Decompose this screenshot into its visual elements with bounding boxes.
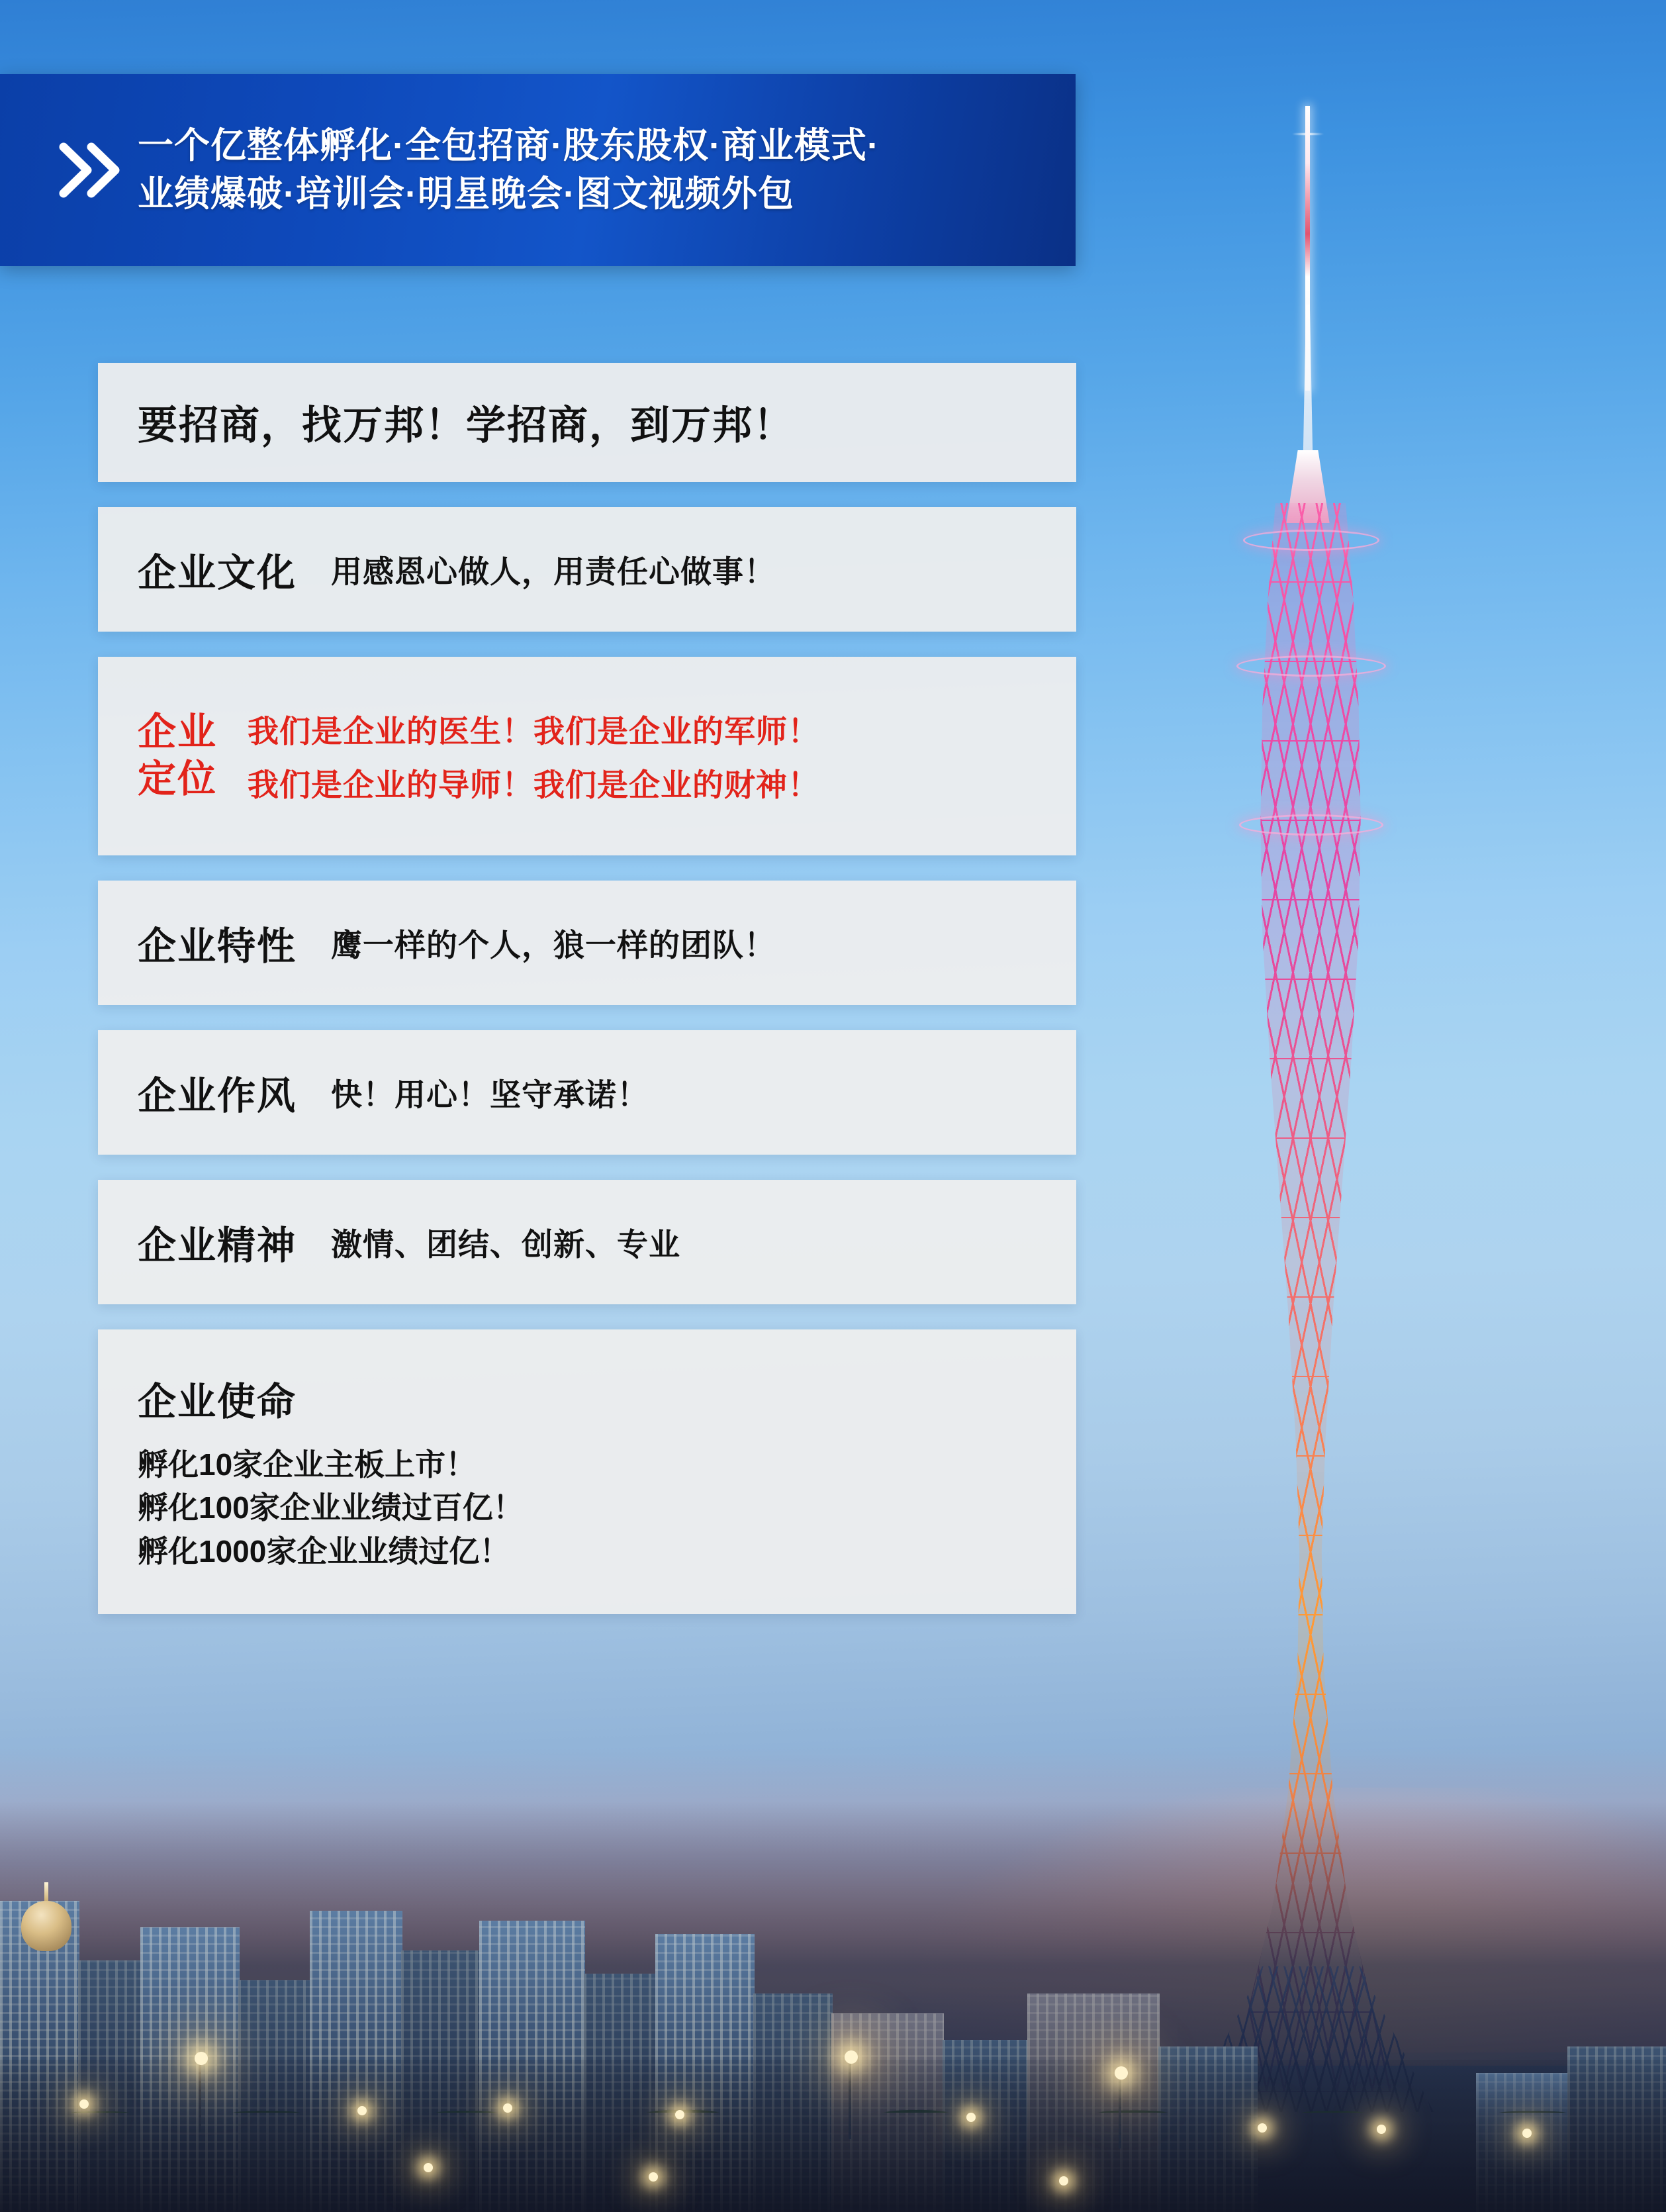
positioning-text-line-2: 我们是企业的导师！我们是企业的财神！ (248, 767, 820, 802)
card-spirit (98, 1180, 1076, 1304)
street-lamp-light (195, 2052, 208, 2065)
card-feature (98, 881, 1076, 1005)
style-title: 企业作风 (138, 1075, 297, 1118)
street-lamp-light (675, 2110, 684, 2119)
banner-text (138, 122, 880, 218)
street-lamp-post (199, 2060, 201, 2133)
city-skyline (0, 1802, 1666, 2212)
street-lamp-light (79, 2099, 89, 2109)
street-lamp-light (1258, 2123, 1267, 2133)
mission-line-3: 孵化1000家企业业绩过亿！ (138, 1533, 510, 1568)
mission-line-1: 孵化10家企业主板上市！ (138, 1447, 477, 1482)
spirit-text: 激情、团结、创新、专业 (331, 1226, 681, 1262)
street-lamp-light (1522, 2129, 1532, 2138)
banner-line-1: 一个亿整体孵化·全包招商·股东股权·商业模式· (138, 126, 880, 166)
dome-cap (21, 1901, 71, 1951)
positioning-title-line-1: 企业 (138, 710, 218, 754)
positioning-title (138, 709, 217, 803)
banner-line-2: 业绩爆破·培训会·明星晚会·图文视频外包 (138, 174, 794, 214)
street-lamp-post (849, 2060, 851, 2139)
tower-ring (1243, 530, 1379, 551)
domed-landmark (7, 1901, 86, 1980)
feature-text: 鹰一样的个人，狼一样的团队！ (331, 927, 776, 963)
street-lamp-light (1377, 2125, 1386, 2134)
card-slogan (98, 363, 1076, 482)
street-lamp-light (966, 2113, 976, 2122)
card-mission (98, 1329, 1076, 1614)
street-lamp-post (1119, 2076, 1121, 2148)
roadway (0, 2060, 1666, 2212)
card-style (98, 1030, 1076, 1155)
tower-ring (1239, 814, 1383, 836)
mission-title: 企业使命 (138, 1380, 297, 1424)
style-text: 快！用心！坚守承诺！ (331, 1077, 649, 1112)
road-light (1059, 2176, 1068, 2186)
slogan-text: 要招商，找万邦！学招商，到万邦！ (138, 403, 794, 448)
street-lamp-light (1115, 2066, 1128, 2080)
positioning-title-line-2: 定位 (138, 757, 218, 800)
tower-ring (1236, 655, 1386, 677)
card-positioning (98, 657, 1076, 855)
feature-title: 企业特性 (138, 925, 297, 968)
positioning-text-line-1: 我们是企业的医生！我们是企业的军师！ (248, 714, 820, 749)
road-light (649, 2172, 658, 2182)
road-light (424, 2163, 433, 2172)
content-cards (98, 363, 1076, 1639)
positioning-text-rows (248, 707, 819, 805)
street-lamp-light (845, 2050, 858, 2064)
header-banner (0, 74, 1076, 266)
mission-line-2: 孵化100家企业业绩过百亿！ (138, 1490, 524, 1525)
culture-text: 用感恩心做人，用责任心做事！ (331, 553, 776, 589)
card-culture (98, 507, 1076, 632)
street-lamp-light (503, 2103, 512, 2113)
double-chevron-right-icon (52, 140, 131, 200)
street-lamp-light (357, 2106, 367, 2115)
spirit-title: 企业精神 (138, 1224, 297, 1267)
culture-title: 企业文化 (138, 552, 297, 595)
